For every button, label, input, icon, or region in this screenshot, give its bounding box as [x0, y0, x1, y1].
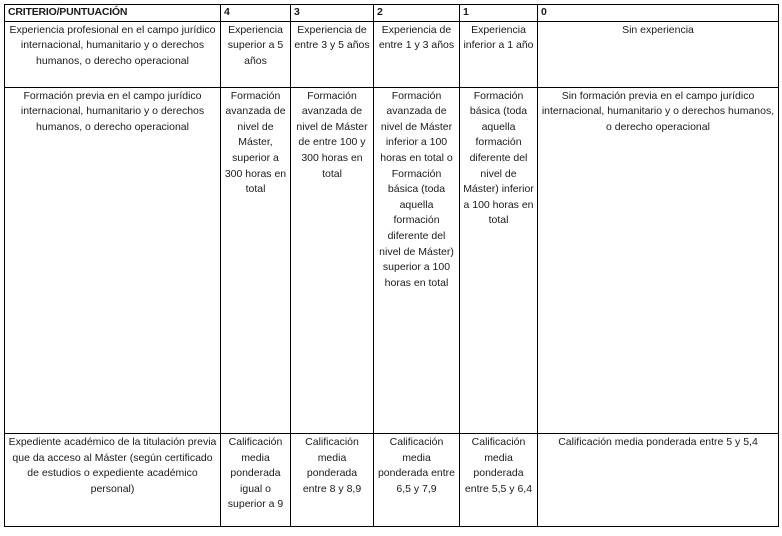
header-criterion: CRITERIO/PUNTUACIÓN — [5, 5, 221, 22]
score-4-cell: Formación avanzada de nivel de Máster, superior a 300 horas en total — [221, 87, 291, 433]
score-0-cell: Sin formación previa en el campo jurídico internacional, humanitario y o derechos humanos, o derecho operacional — [538, 87, 779, 433]
score-1-cell: Experiencia inferior a 1 año — [460, 21, 538, 87]
header-score-4: 4 — [221, 5, 291, 22]
table-row — [5, 433, 779, 526]
score-0-cell: Sin experiencia — [538, 21, 779, 87]
score-4-cell: Calificación media ponderada igual o superior a 9 — [221, 433, 291, 526]
header-score-3: 3 — [291, 5, 374, 22]
score-2-cell: Experiencia de entre 1 y 3 años — [374, 21, 460, 87]
score-2-cell: Calificación media ponderada entre 6,5 y 7,9 — [374, 433, 460, 526]
table-row — [5, 87, 779, 433]
score-1-cell: Formación básica (toda aquella formación diferente del nivel de Máster) inferior a 100 horas en total — [460, 87, 538, 433]
header-row — [5, 5, 779, 22]
score-2-cell: Formación avanzada de nivel de Máster inferior a 100 horas en total o Formación básica (toda aquella formación diferente del nivel de Máster) superior a 100 horas en total — [374, 87, 460, 433]
scoring-criteria-table — [4, 4, 779, 527]
table-row — [5, 21, 779, 87]
criterion-cell: Formación previa en el campo jurídico internacional, humanitario y o derechos humanos, o derecho operacional — [5, 87, 221, 433]
score-3-cell: Formación avanzada de nivel de Máster de entre 100 y 300 horas en total — [291, 87, 374, 433]
header-score-1: 1 — [460, 5, 538, 22]
header-score-0: 0 — [538, 5, 779, 22]
score-0-cell: Calificación media ponderada entre 5 y 5,4 — [538, 433, 779, 526]
header-score-2: 2 — [374, 5, 460, 22]
criterion-cell: Experiencia profesional en el campo jurídico internacional, humanitario y o derechos humanos, o derecho operacional — [5, 21, 221, 87]
criterion-cell: Expediente académico de la titulación previa que da acceso al Máster (según certificado de estudios o expediente académico personal) — [5, 433, 221, 526]
score-4-cell: Experiencia superior a 5 años — [221, 21, 291, 87]
score-3-cell: Experiencia de entre 3 y 5 años — [291, 21, 374, 87]
score-1-cell: Calificación media ponderada entre 5,5 y 6,4 — [460, 433, 538, 526]
score-3-cell: Calificación media ponderada entre 8 y 8,9 — [291, 433, 374, 526]
